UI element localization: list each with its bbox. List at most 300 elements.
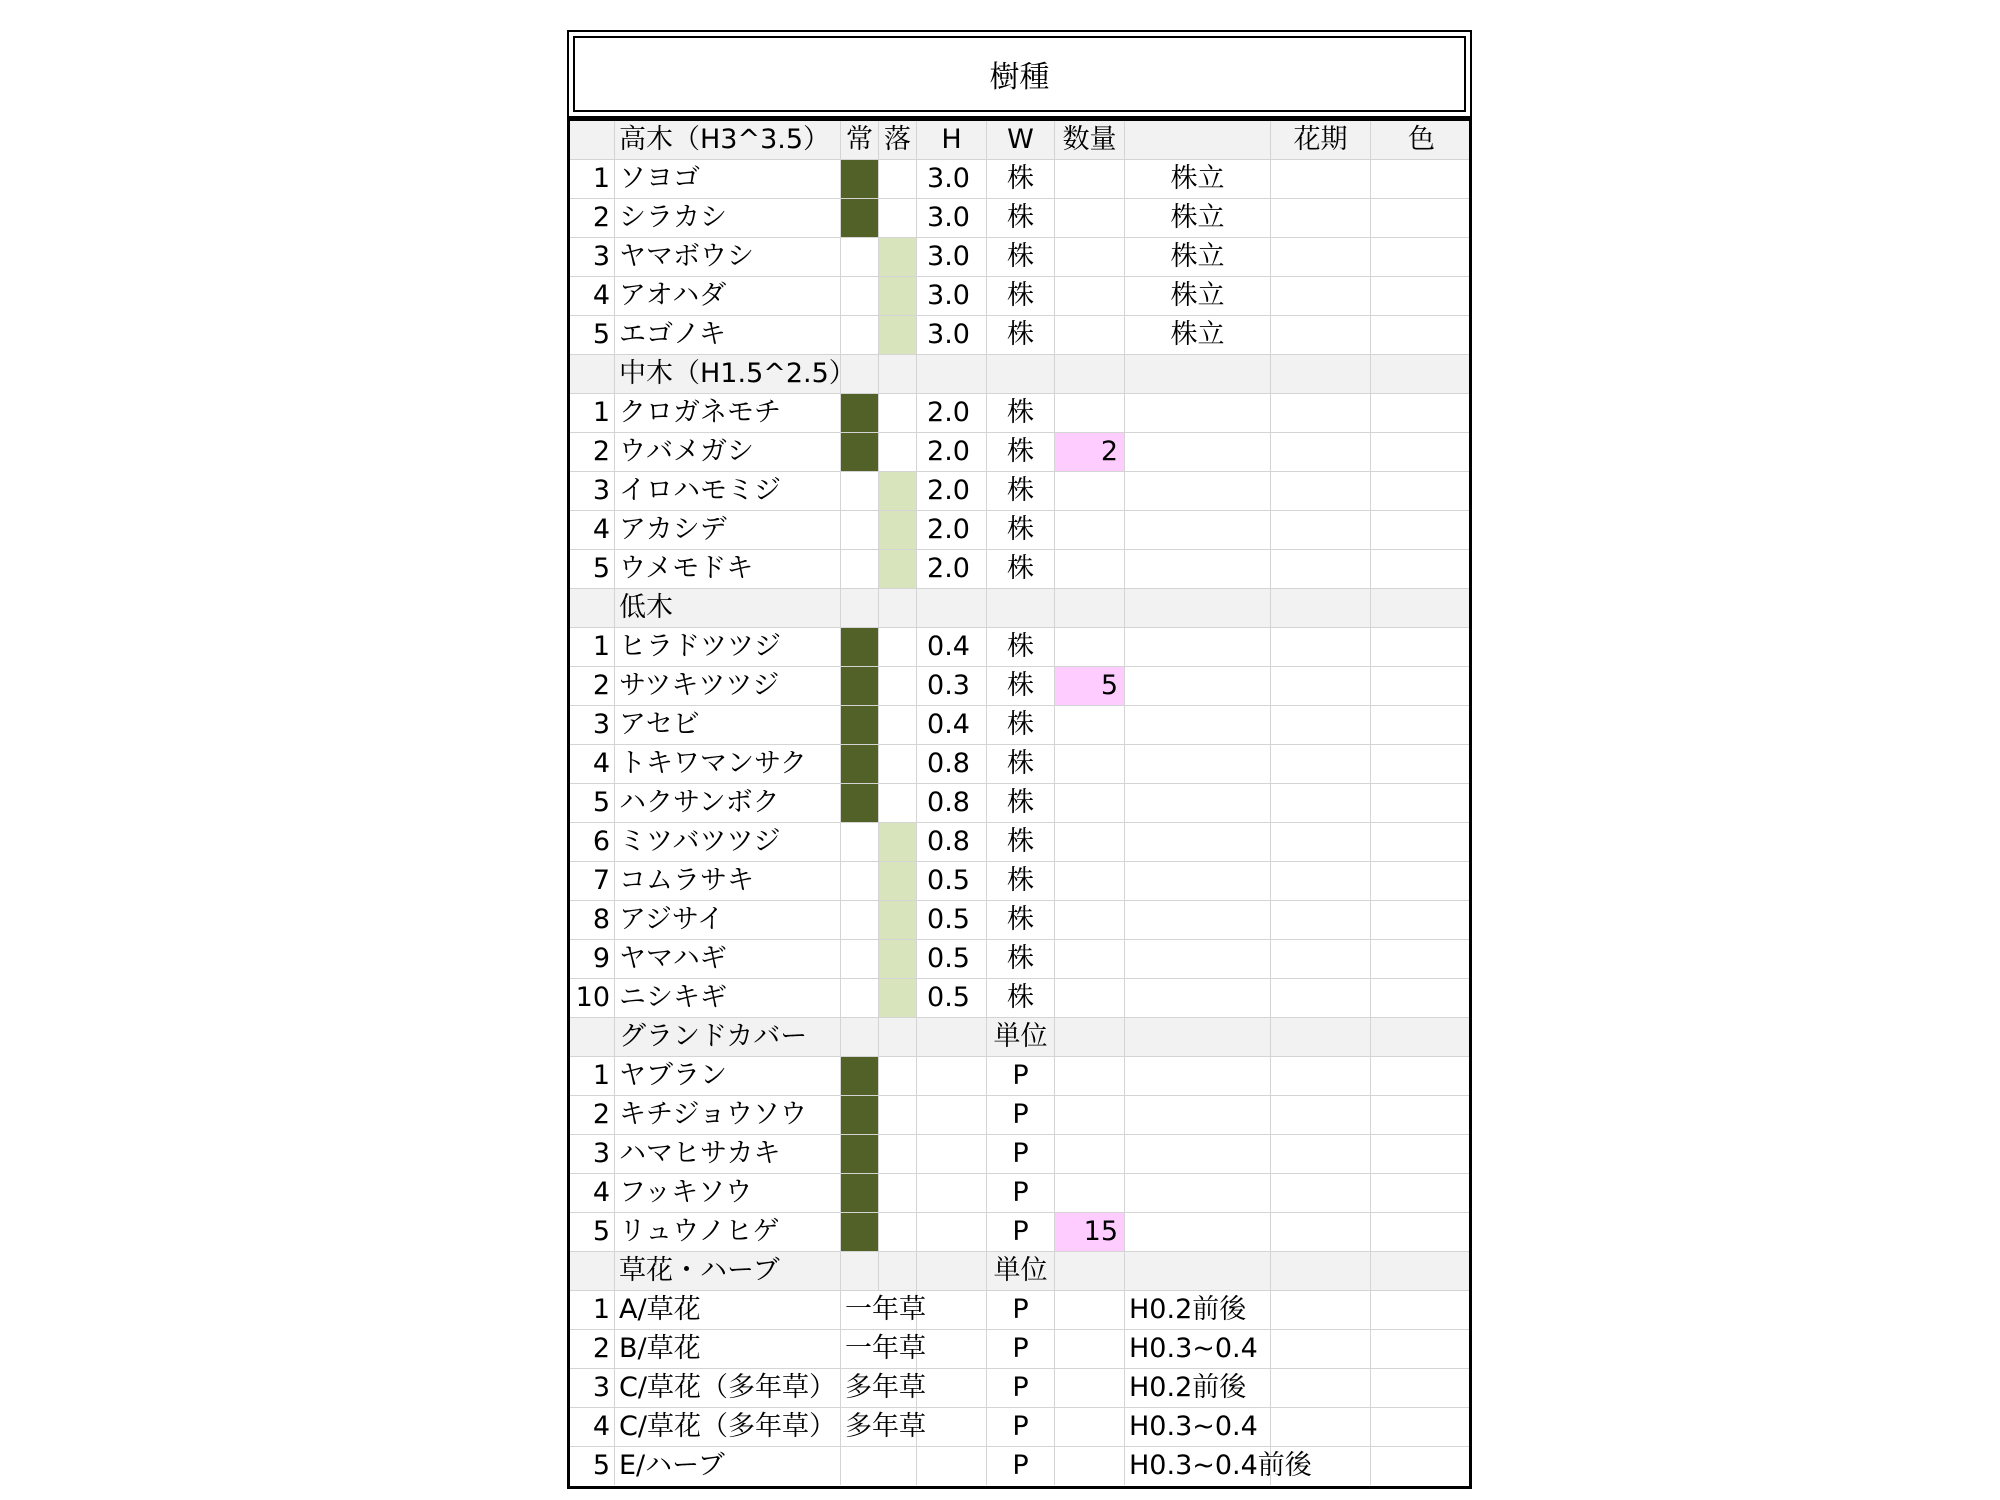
table-row bbox=[570, 823, 1469, 862]
flowering-cell bbox=[1271, 784, 1371, 822]
plant-name: ウバメガシ bbox=[615, 433, 841, 471]
quantity-cell bbox=[1055, 1096, 1125, 1134]
row-number: 4 bbox=[570, 745, 615, 783]
section-header-row bbox=[570, 1018, 1469, 1057]
table-row bbox=[570, 1057, 1469, 1096]
section-label: グランドカバー bbox=[615, 1018, 841, 1056]
flowering-cell bbox=[1271, 472, 1371, 510]
unit-cell: 株 bbox=[987, 901, 1055, 939]
row-number: 1 bbox=[570, 160, 615, 198]
quantity-cell bbox=[1055, 784, 1125, 822]
height-cell: 2.0 bbox=[917, 394, 987, 432]
quantity-cell bbox=[1055, 511, 1125, 549]
table-row bbox=[570, 1213, 1469, 1252]
table-row bbox=[570, 511, 1469, 550]
color-cell bbox=[1371, 1057, 1472, 1095]
note-cell bbox=[1125, 472, 1271, 510]
unit-cell: P bbox=[987, 1174, 1055, 1212]
plant-name: ミツバツツジ bbox=[615, 823, 841, 861]
table-row bbox=[570, 1135, 1469, 1174]
unit-cell: 株 bbox=[987, 784, 1055, 822]
row-number: 2 bbox=[570, 199, 615, 237]
height-cell bbox=[917, 589, 987, 627]
color-cell bbox=[1371, 784, 1472, 822]
table-row bbox=[570, 238, 1469, 277]
evergreen-cell bbox=[841, 901, 879, 939]
evergreen-cell bbox=[841, 1018, 879, 1056]
height-cell: 0.5 bbox=[917, 901, 987, 939]
unit-cell: 株 bbox=[987, 316, 1055, 354]
flowering-cell bbox=[1271, 1330, 1371, 1368]
note-cell bbox=[1125, 862, 1271, 900]
quantity-cell bbox=[1055, 1018, 1125, 1056]
table-row bbox=[570, 277, 1469, 316]
table-body bbox=[570, 160, 1469, 1486]
note-cell: H0.3~0.4前後 bbox=[1125, 1447, 1271, 1485]
table-row bbox=[570, 1447, 1469, 1486]
color-cell bbox=[1371, 862, 1472, 900]
note-cell bbox=[1125, 1213, 1271, 1251]
plant-table bbox=[567, 118, 1472, 1489]
color-cell bbox=[1371, 1408, 1472, 1446]
unit-label bbox=[987, 355, 1055, 393]
table-row bbox=[570, 472, 1469, 511]
height-cell: 3.0 bbox=[917, 277, 987, 315]
plant-name: エゴノキ bbox=[615, 316, 841, 354]
row-number: 3 bbox=[570, 1135, 615, 1173]
note-cell: 株立 bbox=[1125, 160, 1271, 198]
table-row bbox=[570, 706, 1469, 745]
deciduous-cell bbox=[879, 277, 917, 315]
quantity-cell bbox=[1055, 277, 1125, 315]
evergreen-cell bbox=[841, 784, 879, 822]
table-row bbox=[570, 1174, 1469, 1213]
flowering-cell bbox=[1271, 316, 1371, 354]
deciduous-cell bbox=[879, 316, 917, 354]
evergreen-cell bbox=[841, 823, 879, 861]
note-cell bbox=[1125, 511, 1271, 549]
quantity-cell bbox=[1055, 1447, 1125, 1485]
quantity-cell: 5 bbox=[1055, 667, 1125, 705]
flowering-cell bbox=[1271, 199, 1371, 237]
evergreen-cell bbox=[841, 394, 879, 432]
note-cell bbox=[1125, 667, 1271, 705]
flowering-cell bbox=[1271, 1174, 1371, 1212]
color-cell bbox=[1371, 394, 1472, 432]
plant-name: アオハダ bbox=[615, 277, 841, 315]
note-cell: H0.2前後 bbox=[1125, 1291, 1271, 1329]
row-number: 5 bbox=[570, 1447, 615, 1485]
evergreen-cell bbox=[841, 277, 879, 315]
note-cell bbox=[1125, 394, 1271, 432]
color-cell bbox=[1371, 199, 1472, 237]
quantity-cell: 15 bbox=[1055, 1213, 1125, 1251]
note-cell bbox=[1125, 706, 1271, 744]
plant-name: イロハモミジ bbox=[615, 472, 841, 510]
height-cell: 0.8 bbox=[917, 823, 987, 861]
quantity-cell bbox=[1055, 160, 1125, 198]
header-flowering: 花期 bbox=[1271, 121, 1371, 159]
flowering-cell bbox=[1271, 862, 1371, 900]
flowering-cell bbox=[1271, 1291, 1371, 1329]
evergreen-cell bbox=[841, 199, 879, 237]
deciduous-cell bbox=[879, 550, 917, 588]
flowering-cell bbox=[1271, 667, 1371, 705]
row-number: 8 bbox=[570, 901, 615, 939]
deciduous-cell bbox=[879, 1213, 917, 1251]
flowering-cell bbox=[1271, 160, 1371, 198]
plant-name: ウメモドキ bbox=[615, 550, 841, 588]
plant-name: アカシデ bbox=[615, 511, 841, 549]
section-label: 草花・ハーブ bbox=[615, 1252, 841, 1290]
quantity-cell bbox=[1055, 1174, 1125, 1212]
plant-name: B/草花 bbox=[615, 1330, 841, 1368]
height-cell: 2.0 bbox=[917, 511, 987, 549]
height-cell: 3.0 bbox=[917, 316, 987, 354]
evergreen-cell bbox=[841, 550, 879, 588]
flowering-cell bbox=[1271, 823, 1371, 861]
deciduous-cell bbox=[879, 160, 917, 198]
plant-name: ヤマハギ bbox=[615, 940, 841, 978]
evergreen-cell bbox=[841, 1135, 879, 1173]
deciduous-cell bbox=[879, 1174, 917, 1212]
quantity-cell bbox=[1055, 550, 1125, 588]
color-cell bbox=[1371, 1330, 1472, 1368]
note-cell bbox=[1125, 979, 1271, 1017]
note-cell bbox=[1125, 355, 1271, 393]
table-row bbox=[570, 199, 1469, 238]
header-width: W bbox=[987, 121, 1055, 159]
plant-kind: 多年草 bbox=[841, 1408, 917, 1446]
section-header-row bbox=[570, 589, 1469, 628]
row-number: 6 bbox=[570, 823, 615, 861]
flowering-cell bbox=[1271, 394, 1371, 432]
unit-cell: 株 bbox=[987, 706, 1055, 744]
height-cell: 2.0 bbox=[917, 550, 987, 588]
flowering-cell bbox=[1271, 901, 1371, 939]
note-cell bbox=[1125, 823, 1271, 861]
flowering-cell bbox=[1271, 355, 1371, 393]
flowering-cell bbox=[1271, 1135, 1371, 1173]
height-cell bbox=[917, 1408, 987, 1446]
row-number: 2 bbox=[570, 433, 615, 471]
color-cell bbox=[1371, 472, 1472, 510]
table-row bbox=[570, 940, 1469, 979]
color-cell bbox=[1371, 589, 1472, 627]
deciduous-cell bbox=[879, 589, 917, 627]
row-number: 4 bbox=[570, 1174, 615, 1212]
row-number: 3 bbox=[570, 472, 615, 510]
unit-cell: 株 bbox=[987, 979, 1055, 1017]
color-cell bbox=[1371, 1174, 1472, 1212]
color-cell bbox=[1371, 1291, 1472, 1329]
height-cell: 0.8 bbox=[917, 745, 987, 783]
quantity-cell bbox=[1055, 1252, 1125, 1290]
row-number bbox=[570, 355, 615, 393]
flowering-cell bbox=[1271, 1096, 1371, 1134]
color-cell bbox=[1371, 1369, 1472, 1407]
height-cell bbox=[917, 1447, 987, 1485]
color-cell bbox=[1371, 1018, 1472, 1056]
unit-cell: P bbox=[987, 1369, 1055, 1407]
section-label: 低木 bbox=[615, 589, 841, 627]
plant-name: フッキソウ bbox=[615, 1174, 841, 1212]
flowering-cell bbox=[1271, 1252, 1371, 1290]
row-number: 3 bbox=[570, 706, 615, 744]
quantity-cell bbox=[1055, 1135, 1125, 1173]
unit-cell: P bbox=[987, 1408, 1055, 1446]
table-row bbox=[570, 1291, 1469, 1330]
table-row bbox=[570, 667, 1469, 706]
color-cell bbox=[1371, 355, 1472, 393]
note-cell bbox=[1125, 901, 1271, 939]
plant-name: C/草花（多年草） bbox=[615, 1408, 841, 1446]
plant-name: コムラサキ bbox=[615, 862, 841, 900]
deciduous-cell bbox=[879, 862, 917, 900]
height-cell: 2.0 bbox=[917, 433, 987, 471]
color-cell bbox=[1371, 940, 1472, 978]
unit-cell: 株 bbox=[987, 940, 1055, 978]
row-number bbox=[570, 589, 615, 627]
quantity-cell bbox=[1055, 979, 1125, 1017]
note-cell bbox=[1125, 550, 1271, 588]
deciduous-cell bbox=[879, 511, 917, 549]
note-cell bbox=[1125, 1057, 1271, 1095]
height-cell bbox=[917, 1096, 987, 1134]
row-number: 4 bbox=[570, 277, 615, 315]
evergreen-cell bbox=[841, 433, 879, 471]
evergreen-cell bbox=[841, 472, 879, 510]
note-cell: H0.2前後 bbox=[1125, 1369, 1271, 1407]
header-quantity: 数量 bbox=[1055, 121, 1125, 159]
row-number: 1 bbox=[570, 1057, 615, 1095]
color-cell bbox=[1371, 433, 1472, 471]
deciduous-cell bbox=[879, 784, 917, 822]
plant-kind bbox=[841, 1447, 917, 1485]
unit-cell: 株 bbox=[987, 238, 1055, 276]
flowering-cell bbox=[1271, 628, 1371, 666]
unit-cell: 株 bbox=[987, 628, 1055, 666]
color-cell bbox=[1371, 745, 1472, 783]
evergreen-cell bbox=[841, 979, 879, 1017]
note-cell bbox=[1125, 1174, 1271, 1212]
deciduous-cell bbox=[879, 433, 917, 471]
height-cell bbox=[917, 1291, 987, 1329]
section-label: 中木（H1.5^2.5） bbox=[615, 355, 841, 393]
color-cell bbox=[1371, 1252, 1472, 1290]
evergreen-cell bbox=[841, 940, 879, 978]
evergreen-cell bbox=[841, 1096, 879, 1134]
plant-name: ソヨゴ bbox=[615, 160, 841, 198]
plant-name: ヤブラン bbox=[615, 1057, 841, 1095]
flowering-cell bbox=[1271, 940, 1371, 978]
quantity-cell bbox=[1055, 1408, 1125, 1446]
row-number: 1 bbox=[570, 1291, 615, 1329]
deciduous-cell bbox=[879, 355, 917, 393]
row-number: 3 bbox=[570, 1369, 615, 1407]
color-cell bbox=[1371, 667, 1472, 705]
header-evergreen: 常 bbox=[841, 121, 879, 159]
quantity-cell: 2 bbox=[1055, 433, 1125, 471]
quantity-cell bbox=[1055, 823, 1125, 861]
quantity-cell bbox=[1055, 901, 1125, 939]
quantity-cell bbox=[1055, 862, 1125, 900]
table-row bbox=[570, 901, 1469, 940]
table-row bbox=[570, 433, 1469, 472]
unit-cell: 株 bbox=[987, 745, 1055, 783]
evergreen-cell bbox=[841, 238, 879, 276]
row-number: 2 bbox=[570, 1096, 615, 1134]
row-number: 10 bbox=[570, 979, 615, 1017]
table-row bbox=[570, 316, 1469, 355]
evergreen-cell bbox=[841, 667, 879, 705]
height-cell bbox=[917, 1018, 987, 1056]
unit-cell: 株 bbox=[987, 667, 1055, 705]
color-cell bbox=[1371, 706, 1472, 744]
table-row bbox=[570, 628, 1469, 667]
quantity-cell bbox=[1055, 628, 1125, 666]
height-cell bbox=[917, 1057, 987, 1095]
evergreen-cell bbox=[841, 1252, 879, 1290]
note-cell bbox=[1125, 1135, 1271, 1173]
row-number: 3 bbox=[570, 238, 615, 276]
plant-name: ハマヒサカキ bbox=[615, 1135, 841, 1173]
evergreen-cell bbox=[841, 511, 879, 549]
flowering-cell bbox=[1271, 1447, 1371, 1485]
note-cell bbox=[1125, 1018, 1271, 1056]
plant-name: クロガネモチ bbox=[615, 394, 841, 432]
evergreen-cell bbox=[841, 862, 879, 900]
deciduous-cell bbox=[879, 823, 917, 861]
row-number: 7 bbox=[570, 862, 615, 900]
row-number: 4 bbox=[570, 1408, 615, 1446]
flowering-cell bbox=[1271, 550, 1371, 588]
height-cell: 0.8 bbox=[917, 784, 987, 822]
evergreen-cell bbox=[841, 1057, 879, 1095]
plant-name: E/ハーブ bbox=[615, 1447, 841, 1485]
unit-cell: 株 bbox=[987, 433, 1055, 471]
height-cell: 3.0 bbox=[917, 238, 987, 276]
row-number: 1 bbox=[570, 394, 615, 432]
quantity-cell bbox=[1055, 355, 1125, 393]
height-cell: 2.0 bbox=[917, 472, 987, 510]
title-frame bbox=[567, 30, 1472, 118]
deciduous-cell bbox=[879, 1057, 917, 1095]
color-cell bbox=[1371, 238, 1472, 276]
unit-cell: 株 bbox=[987, 277, 1055, 315]
plant-kind: 一年草 bbox=[841, 1291, 917, 1329]
plant-name: ヒラドツツジ bbox=[615, 628, 841, 666]
evergreen-cell bbox=[841, 160, 879, 198]
header-tall-label: 高木（H3^3.5） bbox=[615, 121, 841, 159]
unit-cell: 株 bbox=[987, 472, 1055, 510]
table-row bbox=[570, 979, 1469, 1018]
unit-cell: 株 bbox=[987, 823, 1055, 861]
plant-list-sheet bbox=[567, 30, 1472, 1482]
deciduous-cell bbox=[879, 667, 917, 705]
quantity-cell bbox=[1055, 394, 1125, 432]
table-row bbox=[570, 1330, 1469, 1369]
note-cell bbox=[1125, 628, 1271, 666]
evergreen-cell bbox=[841, 745, 879, 783]
plant-kind: 多年草 bbox=[841, 1369, 917, 1407]
evergreen-cell bbox=[841, 355, 879, 393]
row-number: 4 bbox=[570, 511, 615, 549]
unit-cell: P bbox=[987, 1291, 1055, 1329]
color-cell bbox=[1371, 1213, 1472, 1251]
flowering-cell bbox=[1271, 589, 1371, 627]
row-number: 1 bbox=[570, 628, 615, 666]
height-cell bbox=[917, 1369, 987, 1407]
flowering-cell bbox=[1271, 277, 1371, 315]
unit-cell: 株 bbox=[987, 550, 1055, 588]
color-cell bbox=[1371, 823, 1472, 861]
table-row bbox=[570, 784, 1469, 823]
unit-cell: 株 bbox=[987, 862, 1055, 900]
unit-cell: P bbox=[987, 1213, 1055, 1251]
flowering-cell bbox=[1271, 1057, 1371, 1095]
unit-label bbox=[987, 589, 1055, 627]
header-note bbox=[1125, 121, 1271, 159]
quantity-cell bbox=[1055, 1057, 1125, 1095]
row-number: 9 bbox=[570, 940, 615, 978]
sheet-title: 樹種 bbox=[573, 36, 1466, 112]
color-cell bbox=[1371, 511, 1472, 549]
plant-name: サツキツツジ bbox=[615, 667, 841, 705]
evergreen-cell bbox=[841, 316, 879, 354]
unit-cell: 株 bbox=[987, 511, 1055, 549]
quantity-cell bbox=[1055, 940, 1125, 978]
plant-name: キチジョウソウ bbox=[615, 1096, 841, 1134]
plant-name: アセビ bbox=[615, 706, 841, 744]
evergreen-cell bbox=[841, 589, 879, 627]
header-no bbox=[570, 121, 615, 159]
header-color: 色 bbox=[1408, 124, 1435, 155]
quantity-cell bbox=[1055, 589, 1125, 627]
deciduous-cell bbox=[879, 940, 917, 978]
color-cell bbox=[1371, 1135, 1472, 1173]
flowering-cell bbox=[1271, 1018, 1371, 1056]
quantity-cell bbox=[1055, 1291, 1125, 1329]
flowering-cell bbox=[1271, 1369, 1371, 1407]
row-number bbox=[570, 1018, 615, 1056]
unit-cell: P bbox=[987, 1096, 1055, 1134]
table-row bbox=[570, 394, 1469, 433]
plant-name: ニシキギ bbox=[615, 979, 841, 1017]
row-number: 5 bbox=[570, 784, 615, 822]
deciduous-cell bbox=[879, 745, 917, 783]
unit-cell: 株 bbox=[987, 199, 1055, 237]
row-number: 5 bbox=[570, 1213, 615, 1251]
height-cell bbox=[917, 1135, 987, 1173]
row-number: 2 bbox=[570, 667, 615, 705]
deciduous-cell bbox=[879, 1135, 917, 1173]
table-row bbox=[570, 550, 1469, 589]
height-cell: 0.4 bbox=[917, 628, 987, 666]
height-cell bbox=[917, 1174, 987, 1212]
deciduous-cell bbox=[879, 706, 917, 744]
color-cell bbox=[1371, 550, 1472, 588]
height-cell: 0.5 bbox=[917, 979, 987, 1017]
deciduous-cell bbox=[879, 238, 917, 276]
deciduous-cell bbox=[879, 1252, 917, 1290]
flowering-cell bbox=[1271, 745, 1371, 783]
header-row bbox=[570, 121, 1469, 160]
flowering-cell bbox=[1271, 979, 1371, 1017]
deciduous-cell bbox=[879, 1096, 917, 1134]
note-cell bbox=[1125, 745, 1271, 783]
flowering-cell bbox=[1271, 433, 1371, 471]
